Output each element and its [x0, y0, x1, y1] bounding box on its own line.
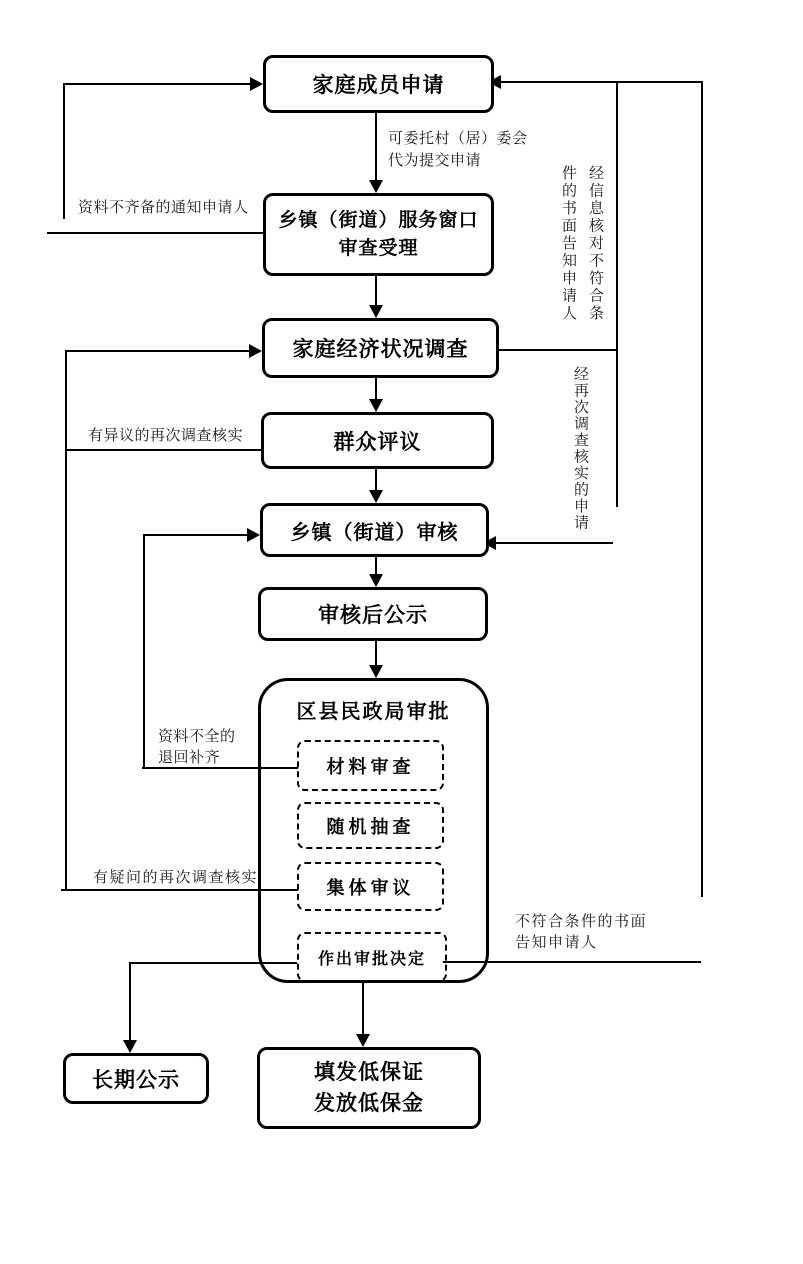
label-entrust-submit-line1: 可委托村（居）委会: [388, 129, 528, 147]
label-entrust-submit: [388, 127, 528, 171]
edge-rechecked-to-review-line: [496, 542, 613, 544]
edge-incomplete-notify-vertical-line: [63, 83, 65, 219]
edge-decision-to-issue-arrowhead: [356, 1034, 370, 1047]
node-longterm-publicity-label: 长期公示: [92, 1068, 180, 1092]
label-doubt-recheck: 有疑问的再次调查核实: [93, 868, 259, 886]
node-collective-deliberation: [297, 862, 444, 911]
edge-recheck-top-line: [65, 350, 251, 352]
edge-survey-right-line: [493, 349, 617, 351]
edge-decision-to-issue-line: [362, 980, 364, 1035]
node-family-apply: [263, 55, 494, 113]
label-entrust-submit-line2: 代为提交申请: [388, 151, 482, 169]
edge-appraisal-to-review-arrowhead: [369, 490, 383, 503]
edge-window-to-survey-arrowhead: [369, 305, 383, 318]
edge-incomplete-notify-bottom-line: [47, 232, 263, 234]
label-info-check-notify: 经信息核对不符合条件的书面告知申请人: [560, 165, 605, 323]
node-post-review-publicity: [258, 587, 488, 641]
edge-publicity-to-bureau-arrowhead: [369, 665, 383, 678]
edge-info-check-vertical-line: [616, 81, 618, 507]
edge-return-to-apply-top-line: [501, 81, 702, 83]
label-not-qualified-notify-line1: 不符合条件的书面: [515, 912, 648, 930]
edge-return-arrowhead: [247, 528, 260, 542]
node-public-appraisal-label: 群众评议: [333, 430, 422, 454]
label-incomplete-notify: 资料不齐备的通知申请人: [78, 198, 249, 216]
edge-objection-recheck-line: [65, 449, 261, 451]
edge-incomplete-notify-arrowhead: [250, 77, 263, 91]
edge-apply-to-window-line: [375, 107, 377, 181]
node-township-review-label: 乡镇（街道）审核: [290, 521, 459, 544]
node-township-window: [263, 193, 494, 276]
edge-decision-to-longterm-arrowhead: [123, 1040, 137, 1053]
node-township-window-label-line2: 审查受理: [338, 237, 419, 259]
node-public-appraisal: [261, 412, 494, 469]
label-rechecked-application: 经再次调查核实的申请: [572, 366, 590, 531]
node-family-apply-label: 家庭成员申请: [312, 74, 445, 97]
node-approval-decision: [297, 932, 447, 982]
label-not-qualified-notify-line2: 告知申请人: [515, 933, 598, 951]
node-township-review: [260, 503, 489, 557]
edge-recheck-vertical-line: [65, 350, 67, 890]
edge-survey-to-appraisal-arrowhead: [369, 399, 383, 412]
edge-review-to-publicity-arrowhead: [369, 574, 383, 587]
node-township-window-label-line1: 乡镇（街道）服务窗口: [278, 209, 479, 231]
node-approval-decision-label: 作出审批决定: [317, 948, 426, 968]
node-material-review: [297, 740, 444, 791]
node-economic-survey-label: 家庭经济状况调查: [292, 338, 469, 361]
node-post-review-publicity-label: 审核后公示: [318, 604, 428, 627]
label-objection-recheck: 有异议的再次调查核实: [88, 426, 244, 444]
edge-notqualified-vertical-line: [701, 81, 703, 897]
node-longterm-publicity: [63, 1053, 209, 1104]
node-random-check-label: 随机抽查: [326, 816, 415, 838]
node-issue-certificate-label-line1: 填发低保证: [314, 1061, 424, 1084]
node-issue-certificate: [257, 1047, 481, 1129]
edge-incomplete-notify-top-line: [63, 83, 251, 85]
edge-decision-to-longterm-vline: [129, 962, 131, 1042]
node-collective-deliberation-label: 集体审议: [326, 877, 415, 899]
node-economic-survey: [262, 318, 499, 378]
label-incomplete-return: [158, 726, 236, 768]
edge-return-top-line: [143, 534, 247, 536]
label-incomplete-return-line1: 资料不全的: [158, 727, 236, 745]
node-random-check: [297, 802, 444, 849]
node-issue-certificate-label-line2: 发放低保金: [314, 1092, 424, 1115]
label-incomplete-return-line2: 退回补齐: [158, 748, 221, 766]
edge-recheck-arrowhead: [249, 344, 262, 358]
edge-return-vertical-line: [143, 535, 145, 768]
label-not-qualified-notify: [515, 911, 647, 953]
node-material-review-label: 材料审查: [326, 756, 415, 778]
edge-apply-to-window-arrowhead: [369, 180, 383, 193]
node-bureau-approval-title: 区县民政局审批: [296, 701, 451, 723]
